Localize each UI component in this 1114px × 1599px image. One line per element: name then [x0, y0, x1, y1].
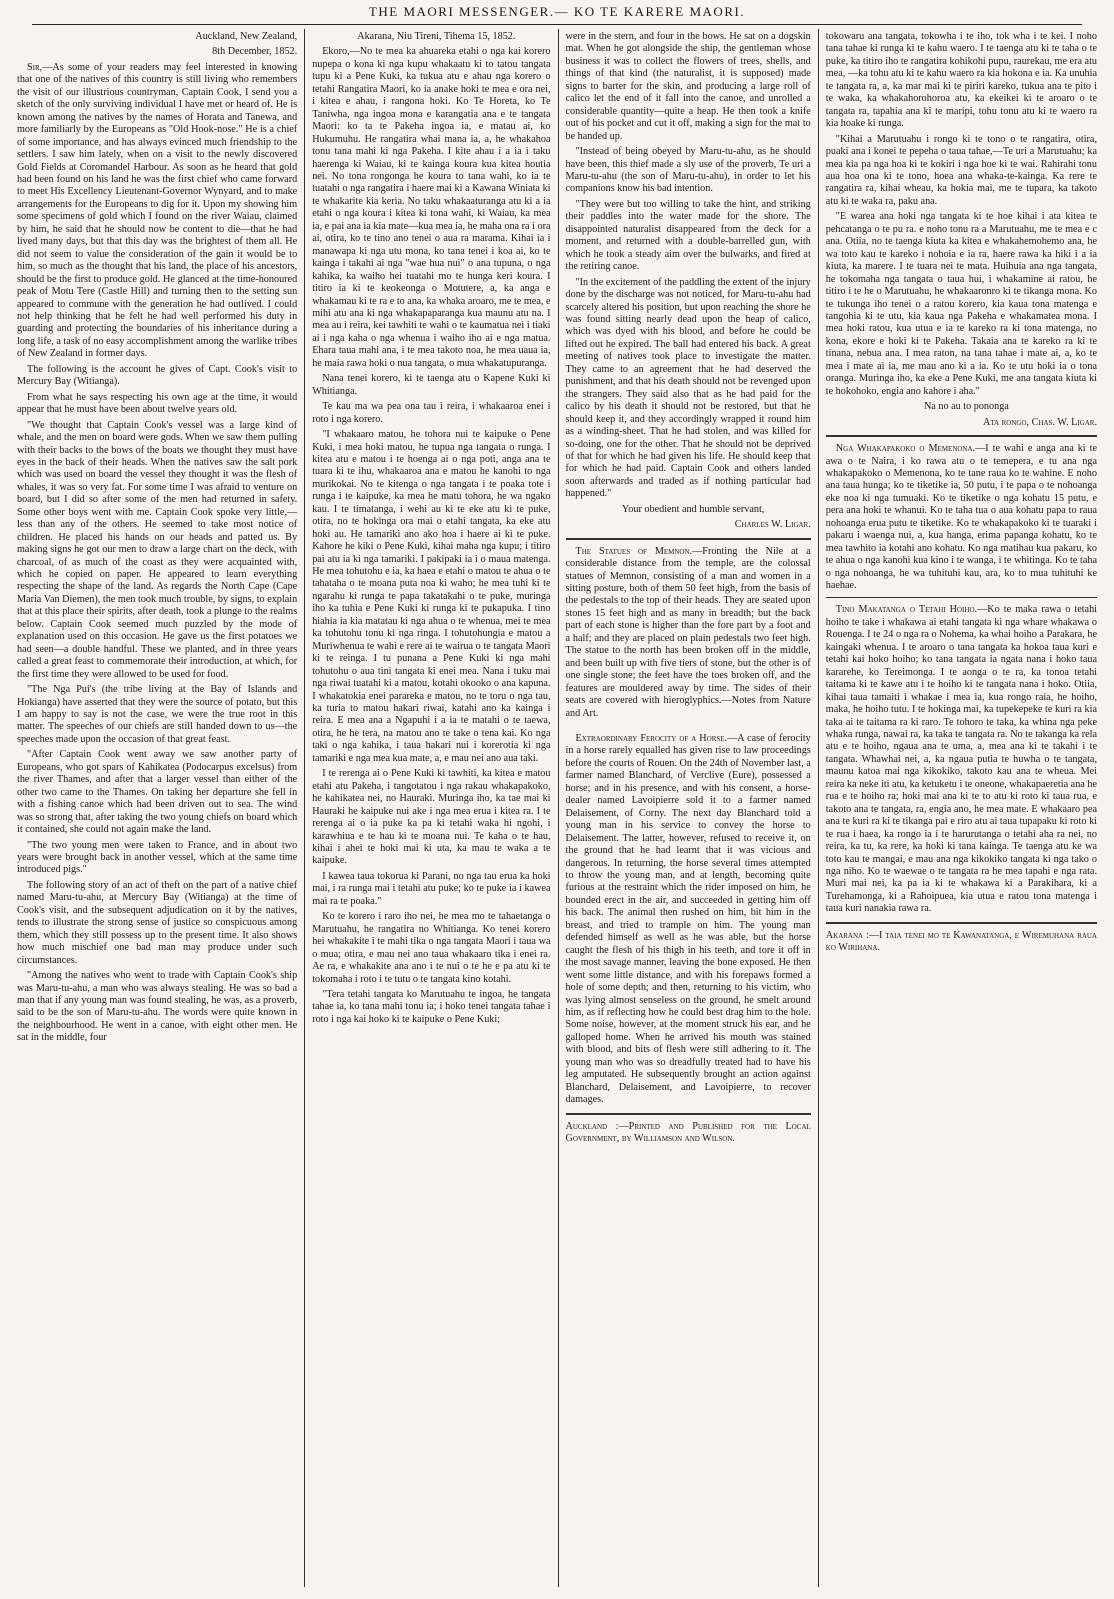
spacer [566, 723, 811, 733]
maori-paragraph: Ko te korero i raro iho nei, he mea mo te tahaetanga o Marutuahu, he rangatira no Whitianga. Ko tenei korero hei whakakite i te mahi tika o nga tangata Maori i taua wa o mua; otira, e mau nei ano taua whakaaro tika i enei ra. Ae ra, e whakakite ana ano i te nui o te he e pa atu ki te tokomaha i roto i te tutu o te tangata kino kotahi. [312, 911, 551, 985]
memnon-article-maori: Nga Whakapakoko o Memenona.—I te wahi e anga ana ki te awa o te Naira, i ko rawa atu o te temepera, e tu ana nga whakapakoko o Memenona, ko te tane raua ko te wahine. E noho ana taua hunga; ko te tiketike ia, 50 putu, i te papa o te nohoanga eke noa ki nga tumuaki. Ko te tiketike o nga kohatu 15 putu, e pera ana hoki te whanui. Ko te taha tua o aua kohatu papa to raua nohoanga erua putu te tiketike. Ko te whakapakoko ki te tuaraki i pakaru i waenga nui, a, kua hanga, erima papanga kohatu, ko te mea tawhito ia kotahi ano kohatu. Ko nga matihau kua pakaru, ko te ahua o nga kanohi kua kino i te wanga, i te whitinga. Ko te taha o nga nohoanga, he wa tuhituhi kau, ara, ko to mua tuhituhi ke haehae. [825, 443, 1097, 592]
letter-place: Auckland, New Zealand, [195, 31, 298, 42]
imprint-english: Auckland :—Printed and Published for the Local Government, by Williamson and Wilson. [565, 1120, 811, 1145]
columns [10, 29, 1104, 1587]
letter-paragraph: "We thought that Captain Cook's vessel was a large kind of whale, and the men on board were gods. When we saw them pulling with their backs to the bows of the boats we thought they must have eyes in the back of their heads. When the natives saw the salt pork which was used on board the vessel they thought it was the flesh of whales, it was so very fat. For some time I was afraid to venture on board, but I did so after some of the men had returned in safety. Some other boys went with me. Captain Cook spoke very little,—less than any of the others. He seemed to take most notice of children. He placed his hands on our heads and patted us. By making signs he got our men to draw a large chart on the deck, with charcoal, of as much of the coast as they were acquainted with, which he copied on paper. He appeared to learn everything respecting the shape of the land. As regards the North Cape (Cape Maria Van Diemen), the men took much trouble, by signs, to explain that at this place their spirits, after death, took a plunge to the realms below. Captain Cook seemed much puzzled by the mode of explanation used on this occasion. He gave us the first potatoes we had seen—a double handful. These we planted, and in three years called a great feast to commemorate their introduction, at which, for the first time they were allowed to be used for food. [17, 419, 298, 680]
maori-paragraph: Ekoro,—No te mea ka ahuareka etahi o nga kai korero nupepa o kona ki nga kupu whakaatu ki to tatou tangata tupu ki a Pene Kuki, ka tukua atu e ahau nga korero o tetahi Rangatira Maori, ko ia anake hoki te mea e ora nei, i kitea e ahau, i rangona hoki. Ko Te Horeta, ko Te Taniwha, nga ingoa mona e karangatia ana e te tangata Maori: ko ta te Pakeha ingoa ia, e matau ai, ko Hukumuhu. He rangatira whai mana ia, a, he whakahoa tonu tana mahi ki nga Pakeha. I kite ahau i a ia i taku haerenga ki Waiau, ki te kainga koura kua kitea houtia nei. No tona rongonga he koura to tana wahi, ko ia te tuatahi o nga rangatira i haere mai ki a Kawana Winiata ki te whakarite kia keria. No taku whakaaturanga atu ki a ia etahi o nga koura i kitea ki tona wahi, ki Waiau, ka mea ia, e pai ana ia kia mate—kua mea ia, he maha ona ra i ora ai, otira, ko te tino ano tenei o aua ra marama. Kihai ia i manawapa ki nga utu mona, ko tana tenei i koa ai, ko te kainga i takahi ai nga "wae hua nui" o ana tupuna, o nga kahika, ka waiho hei tuatahi mo te hunga keri koura. I titiro ia ki te keokeonga o Motutere, a, ka anga e whakamau ki te ra e to ana, ka whaka aroaro, me te mea, e mihi atu ana ki nga whakapaparanga kua maunu atu na. I mea au i reira, kei tawhiti te wahi o te kaumatua nei i tiaki ai i nga kaha o nga whenua i waiho iho ai e nga matua. Ehara taua mahi ana, i te mea takoto noa, he mea uaua ia, he maia rawa hoki o nua tangata, o mua whakatupuranga. [312, 46, 551, 369]
horse-headline: Extraordinary Ferocity of a Horse.— [575, 733, 738, 745]
maori-dateline: Akarana, Niu Tireni, Tihema 15, 1852. [357, 31, 516, 42]
horse-article-maori: Tino Makatanga o Tetahi Hoiho.—Ko te maka rawa o tetahi hoiho te take i whakawa ai etahi tangata ki nga whare whakawa o Rouenga. I te 24 o nga ra o Nohema, ka whai hoiho a Parakara, he kaingaki whenua. I te aroaro o tana tangata ka hokoa taua kuri e tetahi kai hoko hoiho; ko tana tangata ia ngata nana i hoko taua kararehe, ko Tereimonga. I te aonga o te ra, ka tonoa tetahi taitama ki te kawe atu i te hoiho ki te tangata nana i hoko. Otiia, kihai taua tamaiti i whakae i mea ia, kua rongo raia, he hoiho, maka, he hoiho tutu. I te hokinga mai, ka tupekepeke te kuri ra kia taka ai te taitama ra ki raro. Te tohoro te taka, ka whina nga peke whaka runga, nawai ra, ka taka te tangata ra. No te takanga ka rela atu e te hoiho, ngaua ana te uma, a, mea ana ki te takahi i te tangata. Whawhai nei, a, ka ngaua putia te huwha o te tangata, maunu katoa mai nga kikokiko, takoto kau ana te wheua. Mei reira ka neke iti atu, ka ketuketu i te oneone, whakapaeretia ana he rua e te hoiho ra; hoki mai ana ki te to atu ki roto ki taua rua, e takoto ana te tangata, ra, engia ano, he mea mate. E whakaaro pea ana te kuri ra ki te tikanga pai e riro atu ai taua tupapaku ki roto ki te rua i haea, ka rongo ia i te harurutanga o tetahi aha ra nei, no reira, ka tu, ka rere, ka hoki ki tana kainga. Te taenga atu ke wa toto kau te mangai, e mau ana nga kikokiko tangata ki nga tako o nga niho. Ko te waewae o te tangata ra he mea tapahi e nga rata. Muri mai nei, ka pa ia ki te whakawa ki a Parakihara, ki a Turehamonga, ki a Rahoipuea, kia utua e ratou tona matenga i taua kuri nanakia rawa ra. [825, 604, 1097, 915]
column-maori-continued [819, 29, 1104, 1587]
letter-paragraph: "In the excitement of the paddling the extent of the injury done by the discharge was not noticed, for Maru-tu-ahu had scarcely altered his position, but upon reaching the shore he was found sitting nearly dead upon the heap of calico, which was dyed with his blood, and before he could be lifted out he expired. The ball had entered his back. A great meeting of natives took place to investigate the matter. They came to an agreement that he had deserved the punishment, and that his death should not be revenged upon the strangers. They said also that as he had paid for the calico by his death it should not be restored, but that he should keep it, and they accordingly wrapped it round him as a winding-sheet. That he had stolen, and was killed for so-doing, one for the other. That he should not be deprived of that for which he had given his life. He should keep that for which he had paid. Captain Cook and others landed soon afterwards and traded as if nothing particular had happened." [565, 276, 811, 500]
horse-article: Extraordinary Ferocity of a Horse.—A case of ferocity in a horse rarely equalled has given rise to law proceedings before the courts of Rouen. On the 24th of November last, a farmer named Blanchard, of Verclive (Eure), possessed a horse; and in his presence, and with his consent, a horse-dealer named Lavoipierre sold it to a farmer named Delaisement, of Corny. The next day Blanchard told a young man in his service to convey the horse to Delaisement. The latter, however, refused to receive it, on the ground that he had learnt that it was vicious and dangerous. In returning, the horse several times attempted to throw the young man, and at length, becoming quite furious at the restraint which the rider imposed on him, he bounded erect in the air, and succeeded in getting him off his back. The animal then rushed on him, bit him in the breast, and tried to trample on him. The young man defended himself as well as he was able, but the horse caught the flesh of his thigh in his teeth, and tore it off in the most savage manner, leaving the bone exposed. He then went some little distance, and with his forepaws formed a hole of some depth; and then, returning to his victim, who was lying almost senseless on the ground, he smelt around him, as if reflecting how he could best drag him to the hole. Some noise, however, at the moment struck his ear, and he galloped home. When he arrived his mouth was stained with blood, and bits of flesh were still adhering to it. The young man who was so dreadfully treated had to have his leg amputated. He subsequently brought an action against Blanchard, Delaisement, and Lavoipierre, to recover damages. [565, 733, 811, 1106]
column-maori-letter [305, 29, 557, 1587]
maori-paragraph: I te rerenga ai o Pene Kuki ki tawhiti, ka kitea e matou etahi atu Pakeha, i tangotatou i nga rakau whakapakoko, he kahikatea nei, no Hauraki. Muringa iho, ka tae mai ki Hauraki he kaipuke nui ake i nga mea erua i kitea ra. I te rerenga ai o ia puke ka pa ki tetahi waka hi ngohi, i karawhiua e te hau ki te moana nui. Te kaha o te hau, kihai i ahei te hoki mai ki uta, ka mau te waka a te kaipuke. [312, 768, 551, 867]
column-english-continued [559, 29, 818, 1587]
letter-paragraph: "The two young men were taken to France, and in about two years were brought back in another vessel, which at the same time introduced pigs." [17, 839, 298, 876]
letter-paragraph: "After Captain Cook went away we saw another party of Europeans, who got spars of Kahikatea (Podocarpus excelsus) from the river Thames, and after that a larger vessel than either of the other two came to the Thames. On taking her departure she fell in with a fishing canoe which had been driven out to sea. The wind was so strong that, after taking the two young chiefs on board which it contained, she could not again make the land. [17, 749, 298, 836]
memnon-article: The Statues of Memnon.—Fronting the Nile at a considerable distance from the temple, are the colossal statues of Memnon, consisting of a man and women in a sitting posture, both of them 50 feet high, from the basis of the pedestals to the top of their heads. They are seated upon stones 15 feet high and as many in breadth; but the back part of each stone is higher than the fore part by a foot and a half; and they are placed on plain pedestals two feet high. The statue to the north has been broken off in the middle, and been built up with five tiers of stone, but the other is of one single stone; the feet have the toes broken off, and the features are mouldered away by time. The sides of their seats are covered with hieroglyphics.—Notes from Nature and Art. [565, 545, 811, 719]
letter-paragraph: From what he says respecting his own age at the time, it would appear that he must have been about twelve years old. [17, 391, 298, 416]
section-divider [826, 435, 1097, 437]
maori-paragraph: "I whakaaro matou, he tohora nui te kaipuke o Pene Kuki, i mea hoki matou, he tupua nga tangata o runga. I kitea atu e matou i te hoenga ai o nga poti, anga ana te tuara ki te ihu, whakaaroa ana e matou he kanohi to nga murikokai. No te kitenga o nga tangata i te poaka tote i runga i te kaipuke, ka mea he matu tohora, he wa ngako kau. I te timatanga, i wehi au ki te eke atu ki te puke, otira, no te hokinga ora mai o etahi tangata, ka eke atu hoki au. He tamariki ano ako hoa i haere ai ki te puke. Kahore he kiki o Pene Kuki, kihai maha nga kupu; i titiro pai atu ia ki nga tamariki. I pakipaki ia i o maua matenga. He mea tohutohu e ia, ka haea e etahi o matou te ahua o te tahataha o te moana puta noa ki waho; he mea tuhi ki te ngarahu ki runga te papa takatakahi o te puke, muringa iho ka tuhia e Pene Kuki ki runga ki te pukapuka. I tino hiahia ia kia matatau ki nga ahua o te whenua, mei te mea ka tohutohu tonu ki nga ringa. I tohutohungia e matou a Muriwhenua te wahi e rere ai te wairua o te tangata Maori ki te reinga. I tu punana a Pene Kuki ki nga mahi tohutohu o aua tini tangata ki enei mea. Nana i tuku mai nga riwai tuatahi ki a matou, kotahi okooko o ana kapuna. I whakatokia enei parareka e matou, no te toru o nga tau, ka turia to matou hakari riwai, katahi ano ka kainga i reira. E mea ana a Ngapuhi i a ia te matahi o te taewa, otira, he he tera, na matou ano te take o tena kai. Ko nga taki o nga kahika, i taua hakari nui i korerotia ki nga tamariki e nga mea kua mate, a, e mau nei ano aua taki. [312, 429, 551, 764]
maori-paragraph: tokowaru ana tangata, tokowha i te iho, tok wha i te kei. I noho tana tahae ki runga ki te kahu waero. I te taenga atu ki te taha o te puke, ka titiro iho te rangatira kohikohi pupu, raurekau, me era atu mea, —ka tohu atu ki te kahu waero ra kia hokona e ia. Ka unuhia te tangata ra, a, ka mar mai ki te piriri kareko, tukua ana te pito i te waka, ka whakahorohoroa atu, ka ekeikei ki te aroaro o te tangata ra, tapahia ana ki te maripi, tohu tonu atu ki te waero ra kia hoake ki runga. [825, 31, 1097, 130]
column-english-letter [10, 29, 304, 1587]
memnon-headline-maori: Nga Whakapakoko o Memenona.— [835, 443, 986, 455]
maori-paragraph: "Kihai a Marutuahu i rongo ki te tono o te rangatira, otira, puaki ana i konei te pepeha o taua tahae,—Te uri a Marutuahu; ka mea kia pa nga hoa ki te kokiri i nga hoe ki te wai. Rahirahi tonu aua hoa ona ki te tono, hoea ana whaka-te-kainga. Ka rere te rangatira ra, kihai wheau, ka hokia mai, me te tupara, ka takoto atu ki te waka ra, paku ana. [825, 133, 1097, 207]
salutation: Sir,— [27, 61, 53, 73]
section-divider [566, 1113, 811, 1115]
memnon-headline: The Statues of Memnon.— [575, 545, 703, 557]
maori-closing: Na no au to pononga [923, 401, 1009, 413]
letter-closing: Your obedient and humble servant, [621, 503, 765, 515]
section-divider [566, 538, 811, 540]
maori-paragraph: "Tera tetahi tangata ko Marutuahu te ingoa, he tangata tahae ia, ko tana mahi tonu ia; i hoko tenei tangata tahae i roto i nga kai hoko ki te kaipuke o Pene Kuki; [312, 988, 551, 1025]
section-divider [826, 597, 1097, 598]
maori-paragraph: Nana tenei korero, ki te taenga atu o Kapene Kuki ki Whitianga. [312, 373, 551, 397]
letter-paragraph: The following story of an act of theft on the part of a native chief named Maru-tu-ahu, at Mercury Bay (Witianga) at the time of Cook's visit, and the subsequent adjudication on it by the natives, tends to illustrate the strong sense of justice so conspicuous among them, which they still possess up to the present time. It also shows how much mischief one bad man may produce under such circumstances. [17, 879, 298, 966]
letter-paragraph: Sir,—As some of your readers may feel interested in knowing that one of the natives of this country is still living who remembers the visit of our illustrious countryman, Captain Cook, I send you a sketch of the only surviving individual I have met or heard of. He is known among the natives by the names of Horata and Tanewa, and more familiarly by the Europeans as "Old Hook-nose." He is a chief of some importance, and has always evinced much friendship to the settlers. I saw him lately, when on a visit to the newly discovered Gold Fields at Coromandel Harbour. As soon as he heard that gold had been found on his land he was the first chief who came forward to meet His Excellency Lieutenant-Governor Wynyard, and to make arrangements for the Europeans to dig for it. Upon my showing him some specimens of gold which I found on the river Waiau, claimed by him, he said that he should now be content to die—that he had lived many days, but that this day was the brightest of them all. He did not seem to value the consideration of the gain it would be to him, so much as the thought that his land, the place of his ancestors, should be the first to produce gold. He glanced at the time-honoured peak of Motu Tere (Castle Hill) and turning then to the setting sun appeared to commune with the generation he had outlived. I could not help thinking that he felt he had well performed his duty in guarding and protecting the boundaries of his inheritance during a long life, a task of no easy accomplishment among the warlike tribes of New Zealand in former days. [17, 61, 298, 360]
horse-headline-maori: Tino Makatanga o Tetahi Hoiho.— [835, 604, 988, 616]
letter-paragraph: "They were but too willing to take the hint, and striking their paddles into the water made for the shore. The disappointed naturalist disappeared from the deck for a moment, and returned with a double-barrelled gun, with which he took a steady aim over the bulwarks, and fired at the retiring canoe. [565, 198, 811, 273]
letter-paragraph: "Instead of being obeyed by Maru-tu-ahu, as he should have been, this thief made a sly use of the proverb, Te uri a Maru-tu-ahu (the son of Maru-tu-ahu), in order to let his companions know his bad intention. [565, 146, 811, 195]
masthead: THE MAORI MESSENGER.— KO TE KARERE MAORI. [32, 0, 1082, 25]
maori-signature: Ata rongo, Chas. W. Ligar. [982, 416, 1097, 428]
letter-paragraph: "Among the natives who went to trade with Captain Cook's ship was Maru-tu-ahu, a man who was always stealing. He was so bad a man that if any young man was found stealing, he was, as a proverb, said to be the son of Maru-tu-ahu. The words were quite known in the neighbourhood. He went in a canoe, with eight other men. He sat in the middle, four [17, 970, 298, 1044]
letter-signature: Charles W. Ligar. [734, 519, 811, 531]
imprint-maori: Akarana :—I taia tenei mo te Kawanatanga, e Wiremuhana raua ko Wirihana. [825, 929, 1097, 954]
letter-paragraph: "The Nga Pui's (the tribe living at the Bay of Islands and Hokianga) have asserted that they were the source of potato, but this I am happy to say is not the case, we were the true root in this matter. The speeches of our chiefs are still handed down to us—the speeches made upon the occasion of that great feast. [17, 684, 298, 745]
letter-paragraph: were in the stern, and four in the bows. He sat on a dogskin mat. When he got alongside the ship, the gentleman whose business it was to collect the flowers of trees, shells, and things of that kind (the naturalist, it is supposed) made signs to barter for the skin, and producing a large roll of calico let the end of it fall into the canoe, and unrolled a considerable quantity—quite a heap. He then took a knife out of his pocket and cut it off, making a sign for the mat to be handed up. [565, 31, 811, 142]
section-divider [826, 922, 1097, 924]
maori-paragraph: Te kau ma wa pea ona tau i reira, i whakaaroa enei i roto i nga korero. [312, 401, 551, 425]
maori-paragraph: I kawea taua tokorua ki Parani, no nga tau erua ka hoki mai, i ra runga mai i tetahi atu puke; ko te puke ia i kawea mai ra te poaka." [312, 870, 551, 907]
maori-paragraph: "E warea ana hoki nga tangata ki te hoe kihai i ata kitea te pehcatanga o te pu ra. e noho tonu ra a Marutuahu, me te mea e c ana. Otiia, no te taenga kiuta ka kitea e whakahemohemo ana, he wa toto kau te kareko i nohoia e ia ra, haere rawa ka hiki i a ia kiuta, ka marere. I te tuara nei te mata. Huihuia ana nga tangata, he tokomaha nga tangata o taua hui, i whakamine ai ratou, he titiro i te he o Marutuahu, he whakaaronro ki te tikanga mona. Ko te tukunga iho tenei o a ratou korero, kia kaua tona matenga e tangohia ki te utu, kia kaua nga Pakeha e whakamatea mona. I mea hoki ratou, kua utua e ia te kareko ra ki tona matenga, no kona, ekore e hoki ki te Pakeha. Takaia ana te kareko ra ki te tinana, nebua ana. I mea raton, na tana tahae i mate ai, a, ko te mea i mate ai ia, me mau ano ki a ia. Ko te utu hoki ia o tona oranga. Muringa iho, ka eke a Pene Kuki, me ana tangata kiuta ki te hokohoko, engia ano kahore i aha." [825, 211, 1097, 397]
letter-date: 8th December, 1852. [212, 46, 298, 58]
letter-paragraph: The following is the account he gives of Capt. Cook's visit to Mercury Bay (Witianga). [17, 363, 298, 388]
